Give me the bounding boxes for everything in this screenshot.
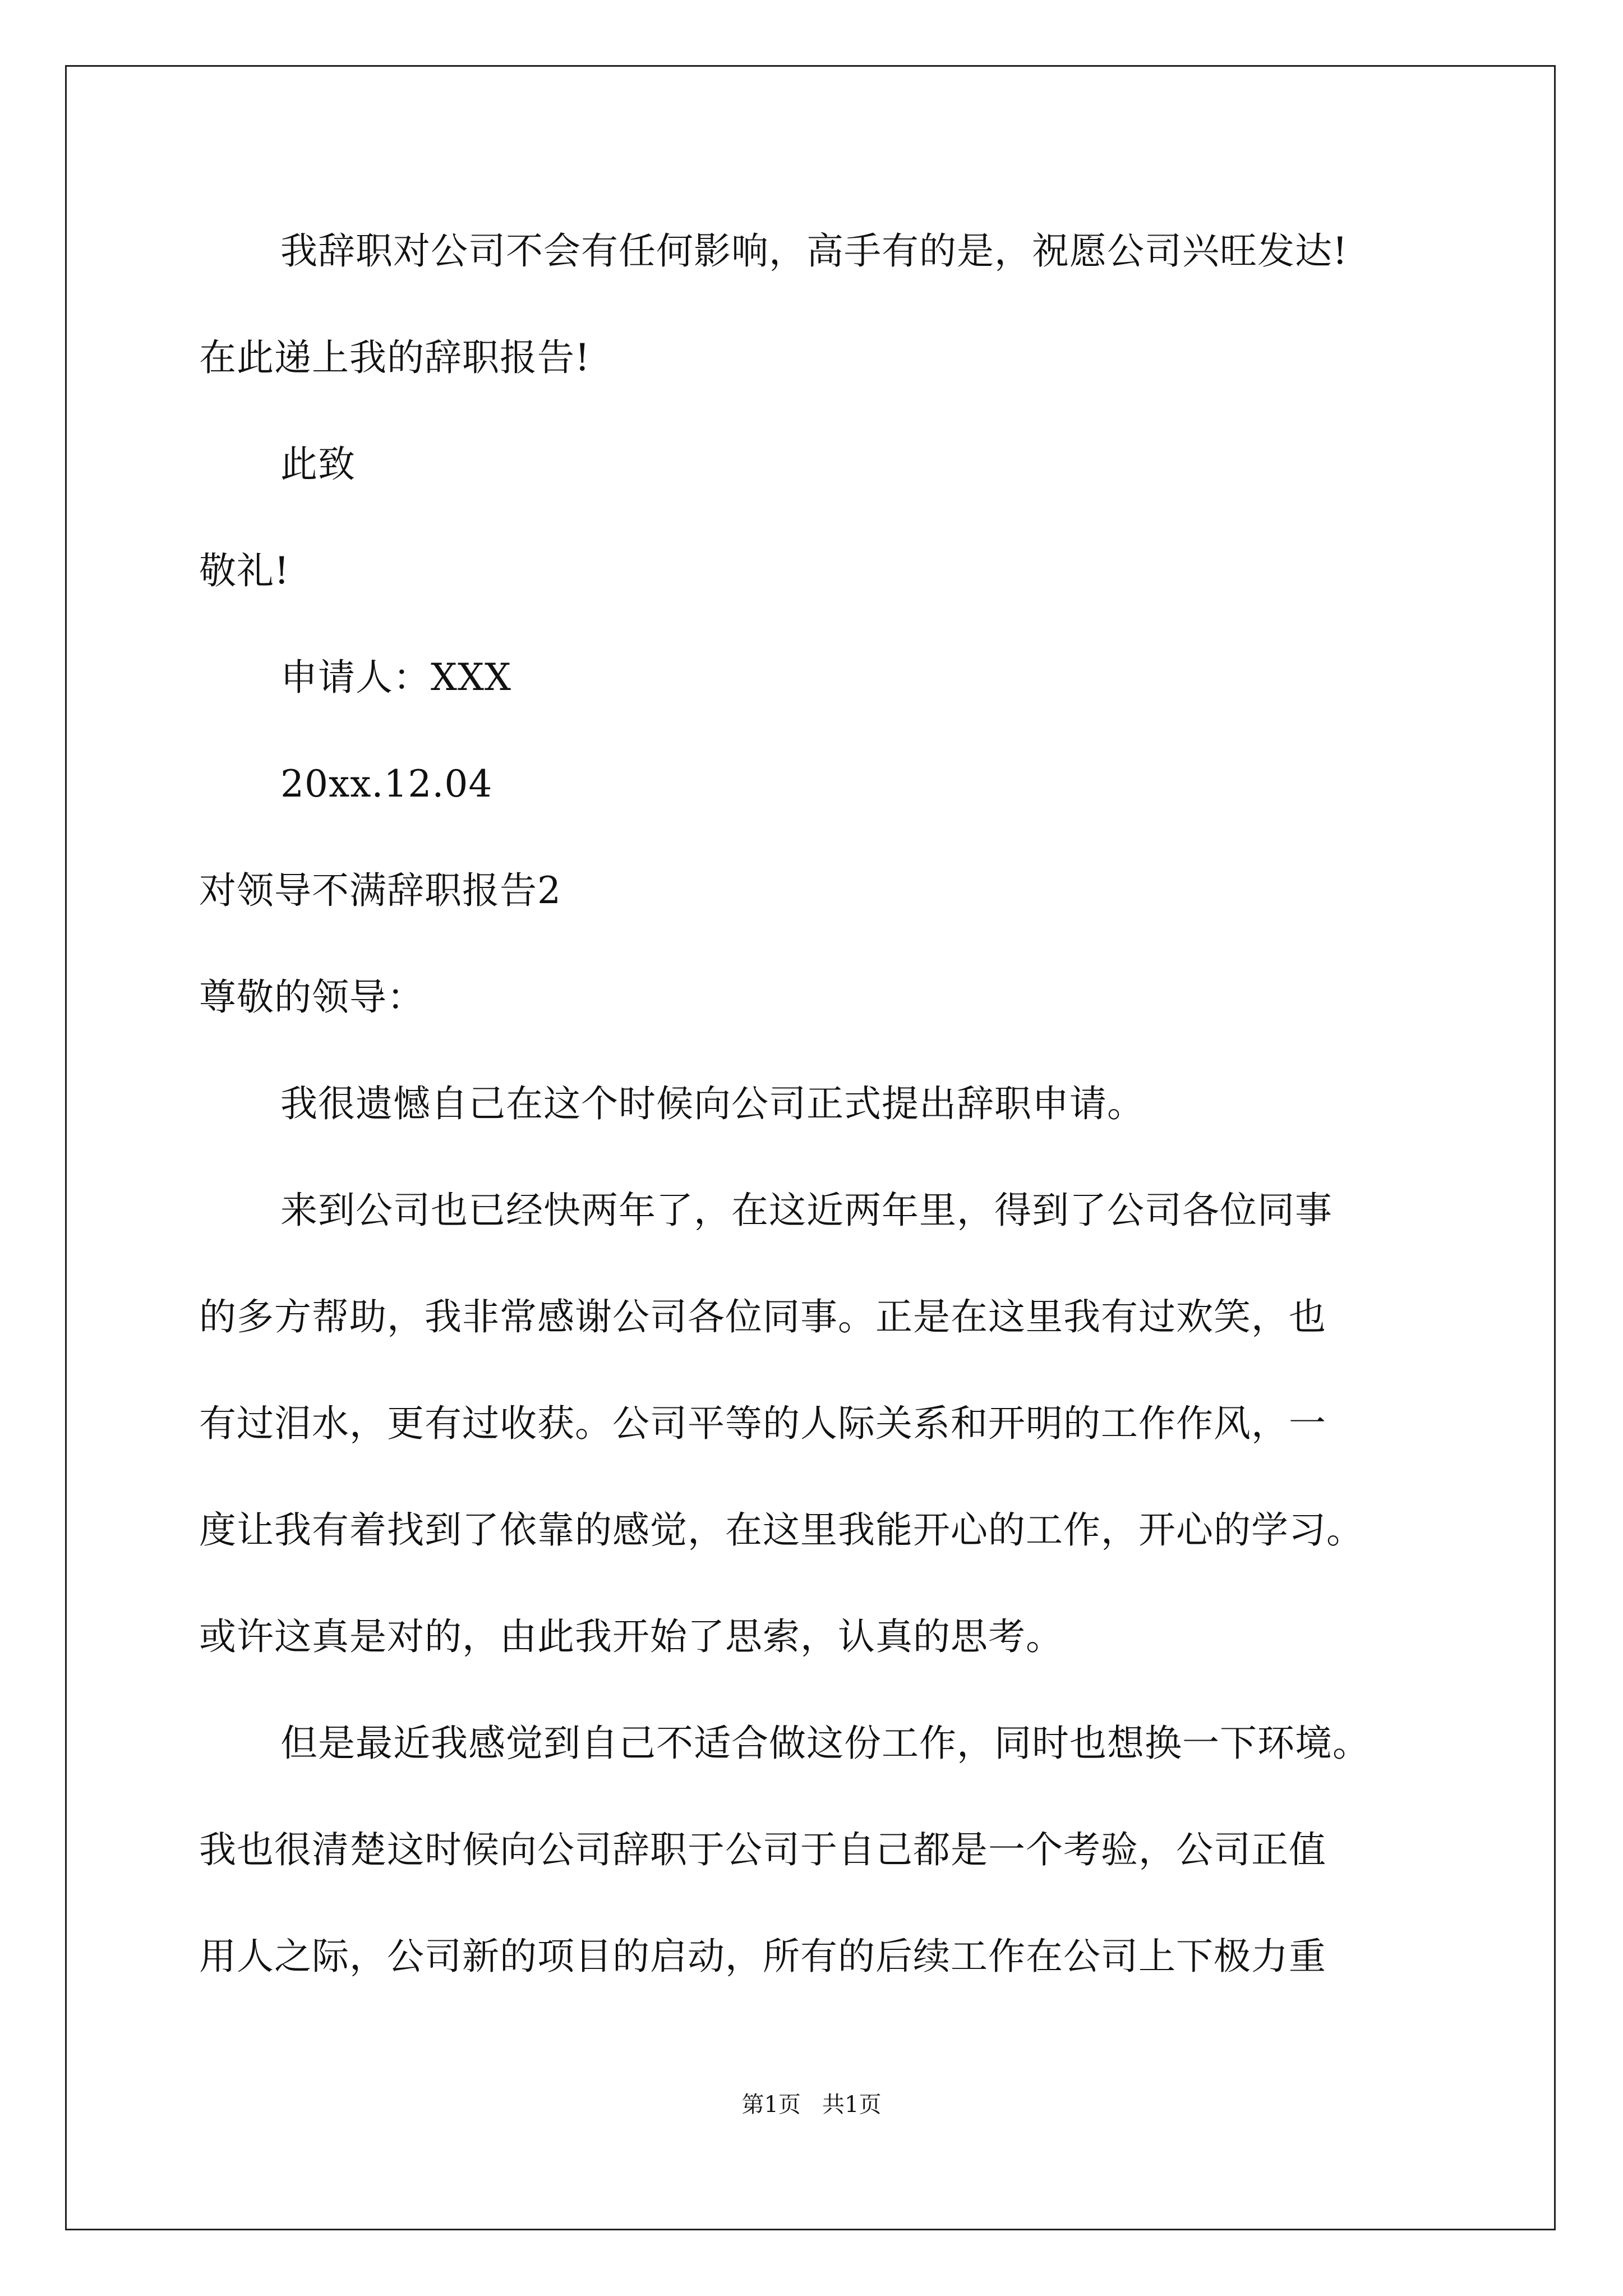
paragraph-line: 度让我有着找到了依靠的感觉，在这里我能开心的工作，开心的学习。 bbox=[199, 1508, 1364, 1552]
paragraph-line: 我也很清楚这时候向公司辞职于公司于自己都是一个考验，公司正值 bbox=[199, 1828, 1326, 1871]
paragraph-line: 有过泪水，更有过收获。公司平等的人际关系和开明的工作作风，一 bbox=[199, 1402, 1326, 1445]
page-border bbox=[65, 65, 1556, 2230]
paragraph-line: 的多方帮助，我非常感谢公司各位同事。正是在这里我有过欢笑，也 bbox=[199, 1295, 1326, 1338]
paragraph-line: 或许这真是对的，由此我开始了思索，认真的思考。 bbox=[199, 1615, 1063, 1658]
paragraph-line: 在此递上我的辞职报告! bbox=[199, 336, 591, 379]
paragraph-line: 我很遗憾自己在这个时候向公司正式提出辞职申请。 bbox=[280, 1082, 1145, 1125]
paragraph-line: 用人之际，公司新的项目的启动，所有的后续工作在公司上下极力重 bbox=[199, 1935, 1326, 1978]
paragraph-line: 但是最近我感觉到自己不适合做这份工作，同时也想换一下环境。 bbox=[280, 1722, 1370, 1765]
greeting: 尊敬的领导： bbox=[199, 976, 425, 1019]
applicant-signature: 申请人：XXX bbox=[280, 656, 511, 699]
closing-respect: 敬礼! bbox=[199, 549, 290, 592]
letter-date: 20xx.12.04 bbox=[280, 762, 493, 806]
paragraph-line: 来到公司也已经快两年了，在这近两年里，得到了公司各位同事 bbox=[280, 1189, 1332, 1232]
paragraph-line: 我辞职对公司不会有任何影响，高手有的是，祝愿公司兴旺发达! bbox=[280, 229, 1348, 273]
page-footer: 第1页 共1页 bbox=[741, 2092, 882, 2118]
section-title: 对领导不满辞职报告2 bbox=[199, 869, 561, 912]
closing-salutation: 此致 bbox=[280, 443, 356, 486]
